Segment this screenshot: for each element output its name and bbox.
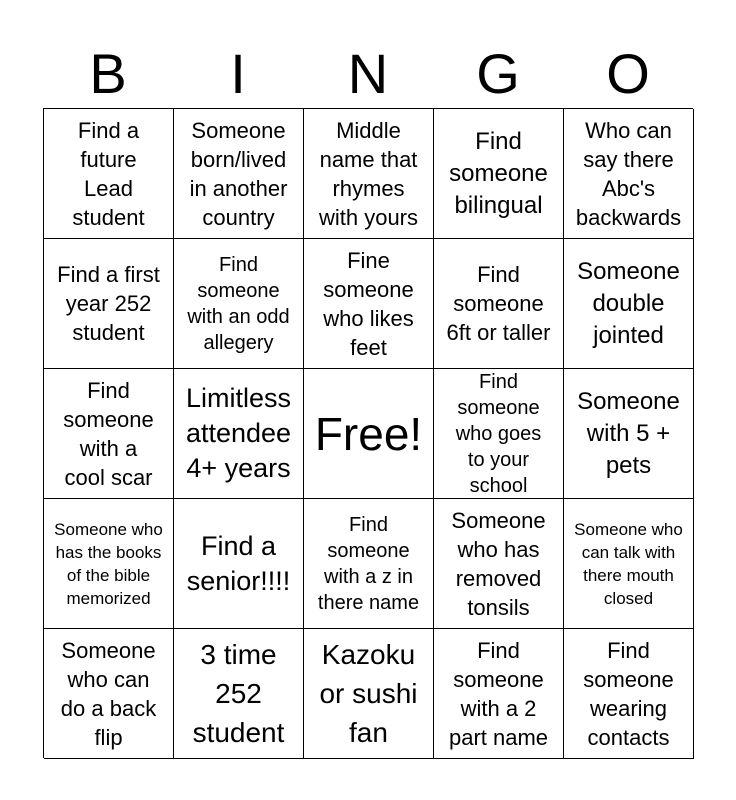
- bingo-cell[interactable]: Find a first year 252 student: [44, 239, 174, 369]
- bingo-cell[interactable]: Find someone bilingual: [434, 109, 564, 239]
- bingo-cell[interactable]: Find someone wearing contacts: [564, 629, 694, 759]
- bingo-cell[interactable]: Middle name that rhymes with yours: [304, 109, 434, 239]
- bingo-cell[interactable]: Someone with 5 + pets: [564, 369, 694, 499]
- header-letter-g: G: [476, 42, 520, 105]
- header-letter-i: I: [230, 42, 246, 105]
- bingo-cell[interactable]: Someone who has removed tonsils: [434, 499, 564, 629]
- bingo-cell[interactable]: Someone born/lived in another country: [174, 109, 304, 239]
- bingo-cell[interactable]: Fine someone who likes feet: [304, 239, 434, 369]
- bingo-cell[interactable]: Someone who can talk with there mouth closed: [564, 499, 694, 629]
- bingo-cell[interactable]: Someone who has the books of the bible memorized: [44, 499, 174, 629]
- bingo-cell[interactable]: Someone who can do a back flip: [44, 629, 174, 759]
- bingo-cell[interactable]: Kazoku or sushi fan: [304, 629, 434, 759]
- bingo-cell[interactable]: Find someone with a 2 part name: [434, 629, 564, 759]
- bingo-cell[interactable]: Someone double jointed: [564, 239, 694, 369]
- bingo-cell[interactable]: Find someone with a z in there name: [304, 499, 434, 629]
- bingo-cell[interactable]: Find someone who goes to your school: [434, 369, 564, 499]
- bingo-cell[interactable]: Find someone with an odd allegery: [174, 239, 304, 369]
- header-letter-n: N: [347, 42, 389, 105]
- bingo-cell[interactable]: Find a future Lead student: [44, 109, 174, 239]
- header-letter-o: O: [606, 42, 650, 105]
- bingo-cell[interactable]: Find someone 6ft or taller: [434, 239, 564, 369]
- bingo-cell[interactable]: Who can say there Abc's backwards: [564, 109, 694, 239]
- free-space-cell[interactable]: Free!: [304, 369, 434, 499]
- bingo-cell[interactable]: 3 time 252 student: [174, 629, 304, 759]
- header-letter-b: B: [89, 42, 127, 105]
- bingo-cell[interactable]: Limitless attendee 4+ years: [174, 369, 304, 499]
- bingo-cell[interactable]: Find a senior!!!!: [174, 499, 304, 629]
- bingo-cell[interactable]: Find someone with a cool scar: [44, 369, 174, 499]
- bingo-board: [43, 108, 693, 758]
- bingo-header: [43, 40, 693, 108]
